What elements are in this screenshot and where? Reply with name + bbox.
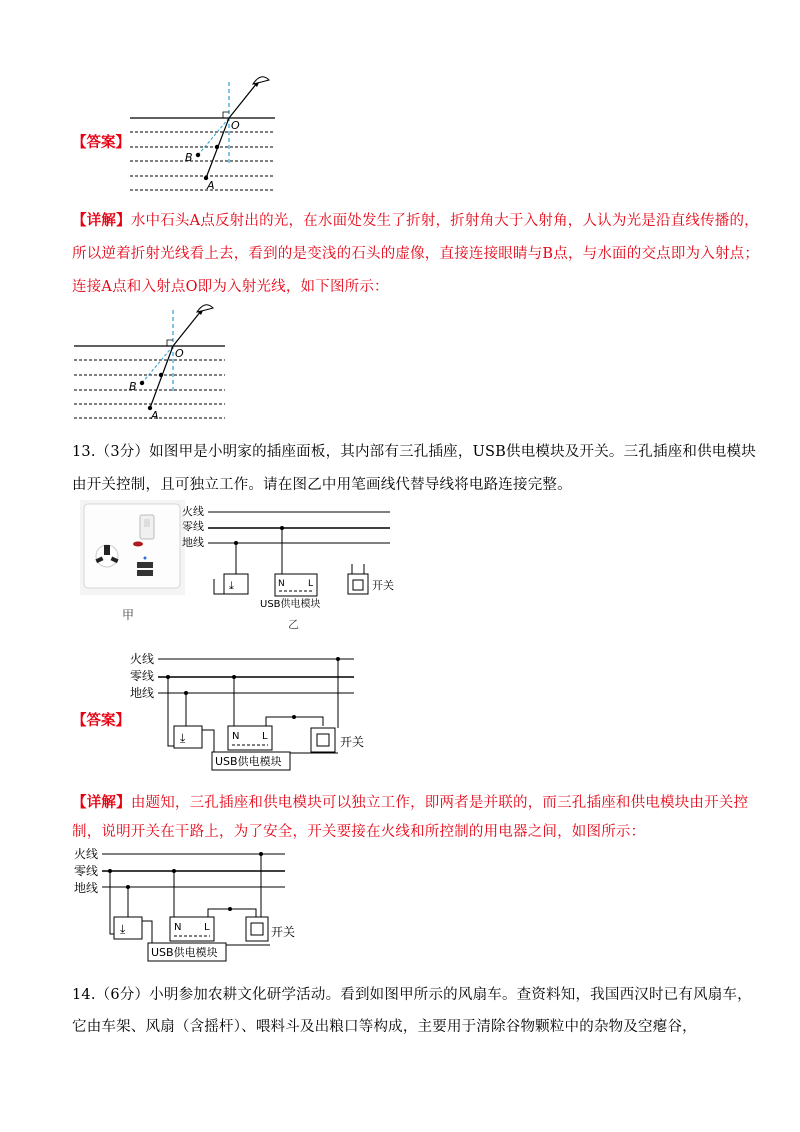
svg-text:⤓: ⤓ — [229, 579, 234, 592]
circuit-detail-figure — [70, 843, 310, 963]
label-o: O — [175, 347, 184, 360]
q13-stem-line-2: 由开关控制，且可独立工作。请在图乙中用笔画线代替导线将电路连接完整。 — [72, 477, 572, 493]
live-wire-label: 火线 — [130, 652, 155, 666]
detail-tag: 【详解】 — [72, 794, 131, 811]
neutral-wire-label: 零线 — [182, 520, 204, 533]
usb-module-label: USB供电模块 — [260, 599, 321, 610]
label-b: B — [185, 151, 193, 164]
neutral-wire-label: 零线 — [74, 864, 99, 878]
switch-label: 开关 — [340, 735, 365, 749]
n-terminal-label: N — [232, 731, 240, 742]
circuit-answer-figure — [126, 648, 366, 778]
n-terminal-label: N — [174, 922, 182, 933]
ground-wire-label: 地线 — [130, 686, 155, 700]
usb-module-label: USB供电模块 — [151, 946, 218, 959]
fig-jia-caption: 甲 — [122, 608, 135, 622]
usb-module-label: USB供电模块 — [215, 755, 282, 768]
ground-wire-label: 地线 — [182, 536, 204, 549]
switch-label: 开关 — [372, 579, 394, 592]
label-b: B — [129, 380, 137, 393]
q13-detail-line-2: 制，说明开关在干路上，为了安全，开关要接在火线和所控制的用电器之间，如图所示： — [72, 824, 646, 840]
label-a: A — [151, 409, 159, 422]
q12-detail-line-1: 【详解】水中石头A点反射出的光，在水面处发生了折射，折射角大于入射角，人认为光是沿直线传播的， — [72, 212, 759, 229]
l-terminal-label: L — [262, 731, 268, 742]
answer-tag: 【答案】 — [72, 712, 130, 729]
q14-stem-line-1: 14.（6分）小明参加农耕文化研学活动。看到如图甲所示的风扇车。查资料知，我国西汉时已有风扇车， — [72, 987, 752, 1003]
socket-panel-photo — [80, 500, 185, 595]
live-wire-label: 火线 — [74, 847, 99, 861]
n-terminal-label: N — [278, 579, 285, 589]
l-terminal-label: L — [204, 922, 210, 933]
ground-wire-label: 地线 — [74, 881, 99, 895]
q14-stem-line-2: 它由车架、风扇（含摇杆）、喂料斗及出粮口等构成，主要用于清除谷物颗粒中的杂物及空瘪谷， — [72, 1019, 697, 1035]
svg-text:⤓: ⤓ — [120, 922, 126, 936]
q13-stem-line-1: 13.（3分）如图甲是小明家的插座面板，其内部有三孔插座，USB供电模块及开关。三孔插座和供电模块 — [72, 444, 756, 460]
answer-tag: 【答案】 — [72, 134, 130, 151]
q12-detail-line-2: 所以逆着折射光线看上去，看到的是变浅的石头的虚像，直接连接眼睛与B点，与水面的交点即为入射点； — [72, 246, 760, 262]
label-o: O — [231, 119, 240, 132]
svg-text:⤓: ⤓ — [180, 731, 186, 745]
l-terminal-label: L — [308, 579, 314, 589]
detail-tag: 【详解】 — [72, 212, 131, 229]
live-wire-label: 火线 — [182, 505, 204, 518]
q12-detail-line-3: 连接A点和入射点O即为入射光线，如下图所示： — [72, 279, 389, 295]
fig-yi-caption: 乙 — [288, 618, 299, 631]
refraction-detail-figure — [70, 300, 235, 425]
label-a: A — [207, 179, 215, 192]
q13-detail-line-1: 【详解】由题知，三孔插座和供电模块可以独立工作，即两者是并联的，而三孔插座和供电模块由开关控 — [72, 794, 749, 811]
refraction-answer-figure — [125, 70, 285, 200]
circuit-figure-yi — [178, 502, 408, 632]
switch-label: 开关 — [271, 925, 296, 939]
neutral-wire-label: 零线 — [130, 669, 155, 683]
